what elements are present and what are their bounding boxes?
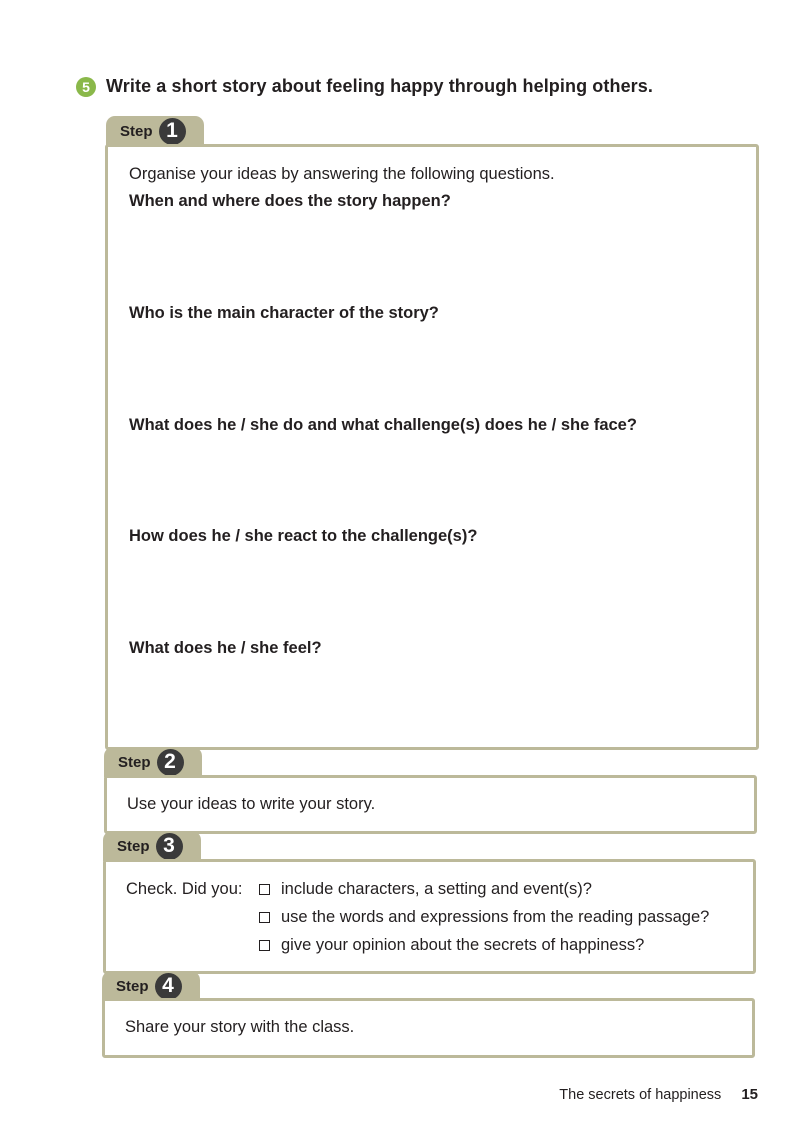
checklist-item-label: include characters, a setting and event(s)? — [281, 880, 592, 898]
step-label: Step — [120, 122, 153, 140]
step-1-box — [105, 144, 759, 750]
checkbox-icon[interactable] — [259, 884, 270, 895]
question-main-character: Who is the main character of the story? — [129, 304, 439, 322]
footer-title: The secrets of happiness — [559, 1087, 722, 1103]
step-label: Step — [117, 837, 150, 855]
step-number: 4 — [155, 973, 182, 1000]
step-1-intro: Organise your ideas by answering the following questions. — [129, 165, 555, 183]
checkbox-icon[interactable] — [259, 940, 270, 951]
step-label: Step — [118, 753, 151, 771]
step-4-box — [102, 998, 755, 1058]
check-prompt: Check. Did you: — [126, 880, 243, 898]
checklist-item — [259, 880, 592, 899]
checklist-item-label: use the words and expressions from the reading passage? — [281, 908, 710, 926]
step-1-tab — [106, 116, 204, 146]
step-number: 2 — [157, 749, 184, 776]
step-2-tab — [104, 747, 202, 777]
checklist-item — [259, 936, 644, 955]
step-4-text: Share your story with the class. — [125, 1018, 355, 1036]
step-4-tab — [102, 971, 200, 1001]
task-title: Write a short story about feeling happy through helping others. — [106, 76, 653, 96]
checklist-item — [259, 908, 709, 927]
step-number: 3 — [156, 833, 183, 860]
question-feeling: What does he / she feel? — [129, 639, 322, 657]
checkbox-icon[interactable] — [259, 912, 270, 923]
question-when-where: When and where does the story happen? — [129, 192, 451, 210]
page-footer — [559, 1086, 758, 1103]
step-number: 1 — [159, 118, 186, 145]
step-3-box — [103, 859, 756, 974]
step-label: Step — [116, 977, 149, 995]
task-number-badge: 5 — [76, 77, 96, 97]
page-number: 15 — [741, 1086, 758, 1103]
question-reaction: How does he / she react to the challenge(s)? — [129, 527, 478, 545]
step-2-box — [104, 775, 757, 834]
step-2-text: Use your ideas to write your story. — [127, 795, 376, 813]
step-3-tab — [103, 831, 201, 861]
task-heading — [76, 76, 653, 97]
question-challenges: What does he / she do and what challenge(s) does he / she face? — [129, 416, 637, 434]
checklist-item-label: give your opinion about the secrets of happiness? — [281, 936, 645, 954]
